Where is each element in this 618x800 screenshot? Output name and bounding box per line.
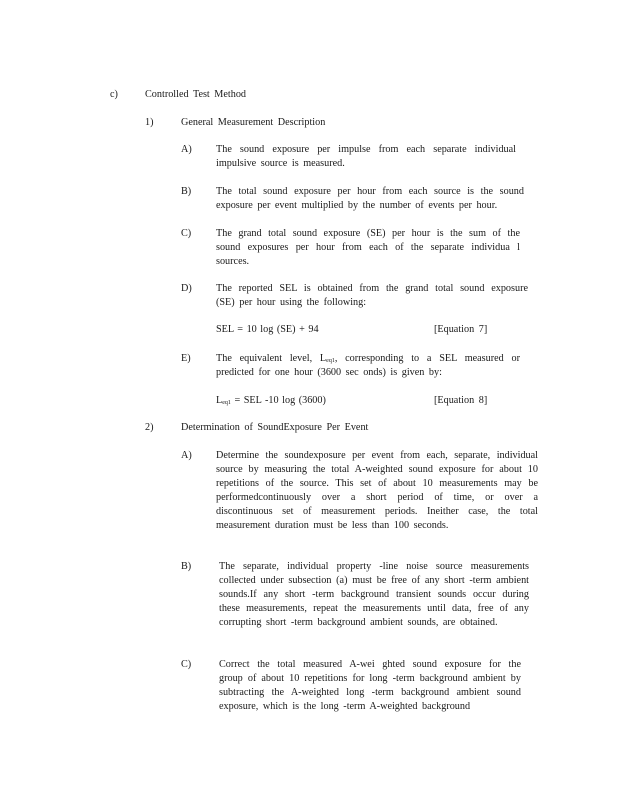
item-2a-label: A) bbox=[181, 450, 192, 461]
item-1b-label: B) bbox=[181, 186, 192, 197]
item-1e-text: The equivalent level, $L_{eq1}$, corresponding to a SEL measured or predicted for one hour (3600 sec onds) is given by: bbox=[216, 353, 520, 378]
equation-7: SEL = 10 log (SE) + 94 bbox=[216, 324, 319, 335]
item-1b-text: The total sound exposure per hour from each source is the sound exposure per event multiplied by the number of events per hour. bbox=[216, 186, 524, 211]
section-title: Controlled Test Method bbox=[145, 89, 247, 100]
subsection-2-label: 2) bbox=[145, 422, 154, 433]
section-label: c) bbox=[110, 89, 118, 100]
item-1d-label: D) bbox=[181, 283, 192, 294]
item-1e-label: E) bbox=[181, 353, 191, 364]
item-1a-label: A) bbox=[181, 144, 192, 155]
item-1c-text: The grand total sound exposure (SE) per hour is the sum of the sound exposures per hour from each of the separate individua l sources. bbox=[216, 228, 520, 267]
item-2a-text: Determine the soundexposure per event from each, separate, individual source by measuring the total A-weighted sound exposure for about 10 repetitions of the source. This set of about 10 measurements may be performedcontinuously over a short period of time, or over a discontinuous set of measurement periods. Ineither case, the total measurement duration must be less than 100 seconds. bbox=[216, 450, 538, 531]
equation-7-ref: [Equation 7] bbox=[434, 324, 488, 335]
subsection-1-label: 1) bbox=[145, 117, 154, 128]
item-2b-text: The separate, individual property -line noise source measurements collected under subsection (a) must be free of any short -term ambient sounds.If any short -term background transient sounds occur during these measurements, repeat the measurements until data, free of any corrupting short -term background ambient sounds, are obtained. bbox=[219, 561, 529, 628]
item-2c-text: Correct the total measured A-wei ghted sound exposure for the group of about 10 repetitions for long -term background ambient by subtracting the A-weighted long -term background ambient sound exposure, which is the long -term A-weighted background bbox=[219, 659, 521, 712]
equation-8-ref: [Equation 8] bbox=[434, 395, 488, 406]
item-1c-label: C) bbox=[181, 228, 192, 239]
item-2b-label: B) bbox=[181, 561, 192, 572]
subsection-2-title: Determination of SoundExposure Per Event bbox=[181, 422, 369, 433]
item-2c-label: C) bbox=[181, 659, 192, 670]
equation-8: $L_{eq1}$ = SEL -10 log (3600) bbox=[216, 395, 326, 406]
subsection-1-title: General Measurement Description bbox=[181, 117, 326, 128]
item-1a-text: The sound exposure per impulse from each separate individual impulsive source is measured. bbox=[216, 144, 516, 169]
item-1d-text: The reported SEL is obtained from the grand total sound exposure (SE) per hour using the following: bbox=[216, 283, 528, 308]
